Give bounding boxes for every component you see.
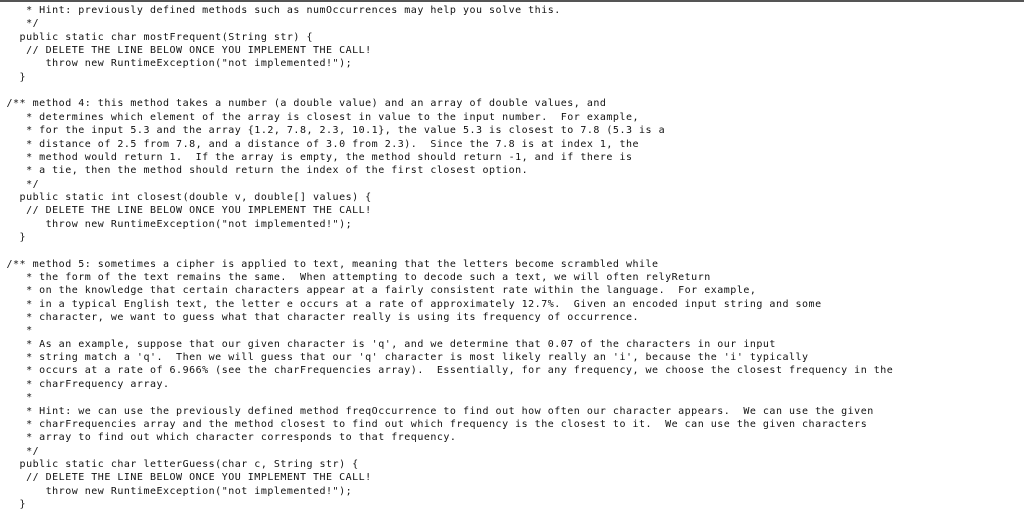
code-line: // DELETE THE LINE BELOW ONCE YOU IMPLEMENT THE CALL! — [0, 205, 372, 217]
code-line: * for the input 5.3 and the array {1.2, 7.8, 2.3, 10.1}, the value 5.3 is closest to 7.8 (5.3 is a — [0, 125, 666, 137]
code-line: * determines which element of the array is closest in value to the input number. For example, — [0, 111, 640, 123]
code-line: throw new RuntimeException("not implemented!"); — [0, 58, 353, 70]
code-line: } — [0, 231, 27, 243]
code-line: */ — [0, 445, 40, 457]
code-line: // DELETE THE LINE BELOW ONCE YOU IMPLEMENT THE CALL! — [0, 45, 372, 57]
code-line: * Hint: previously defined methods such as numOccurrences may help you solve this. — [0, 5, 561, 16]
code-line: * charFrequency array. — [0, 378, 170, 390]
code-line: * string match a 'q'. Then we will guess that our 'q' character is most likely really an 'i', because the 'i' typically — [0, 352, 809, 364]
code-line: throw new RuntimeException("not implemented!"); — [0, 218, 353, 230]
code-line: */ — [0, 18, 40, 30]
code-line: * method would return 1. If the array is empty, the method should return -1, and if there is — [0, 151, 633, 163]
code-line: /** method 4: this method takes a number (a double value) and an array of double values, and — [0, 98, 607, 110]
code-line: } — [0, 498, 27, 510]
code-line: */ — [0, 178, 40, 190]
code-line: public static int closest(double v, double[] values) { — [0, 191, 372, 203]
code-line: * occurs at a rate of 6.966% (see the charFrequencies array). Essentially, for any frequency, we choose the closest frequency in the — [0, 365, 894, 377]
code-line: * Hint: we can use the previously defined method freqOccurrence to find out how often our character appears. We can use the given — [0, 405, 874, 417]
code-line: * — [0, 392, 33, 404]
code-line: * As an example, suppose that our given character is 'q', and we determine that 0.07 of the characters in our input — [0, 338, 776, 350]
code-line: * distance of 2.5 from 7.8, and a distance of 3.0 from 2.3). Since the 7.8 is at index 1, the — [0, 138, 640, 150]
code-line: throw new RuntimeException("not implemented!"); — [0, 485, 353, 497]
code-line: * array to find out which character corresponds to that frequency. — [0, 432, 457, 444]
code-line: * — [0, 325, 33, 337]
code-line: /** method 5: sometimes a cipher is applied to text, meaning that the letters become scrambled while — [0, 258, 659, 270]
code-line: * the form of the text remains the same. When attempting to decode such a text, we will often relyReturn — [0, 272, 711, 283]
code-line: * a tie, then the method should return the index of the first closest option. — [0, 165, 529, 177]
code-line: // DELETE THE LINE BELOW ONCE YOU IMPLEMENT THE CALL! — [0, 472, 372, 484]
code-viewer[interactable] — [0, 2, 1024, 521]
code-line: public static char mostFrequent(String str) { — [0, 31, 313, 43]
code-line: * charFrequencies array and the method closest to find out which frequency is the closest to it. We can use the given characters — [0, 418, 868, 430]
code-line: * in a typical English text, the letter e occurs at a rate of approximately 12.7%. Given an encoded input string and some — [0, 298, 822, 310]
code-line: * on the knowledge that certain characters appear at a fairly consistent rate within the language. For example, — [0, 285, 757, 297]
code-line: public static char letterGuess(char c, String str) { — [0, 458, 359, 470]
code-line: * character, we want to guess what that character really is using its frequency of occurrence. — [0, 312, 640, 324]
code-line: } — [0, 71, 27, 83]
